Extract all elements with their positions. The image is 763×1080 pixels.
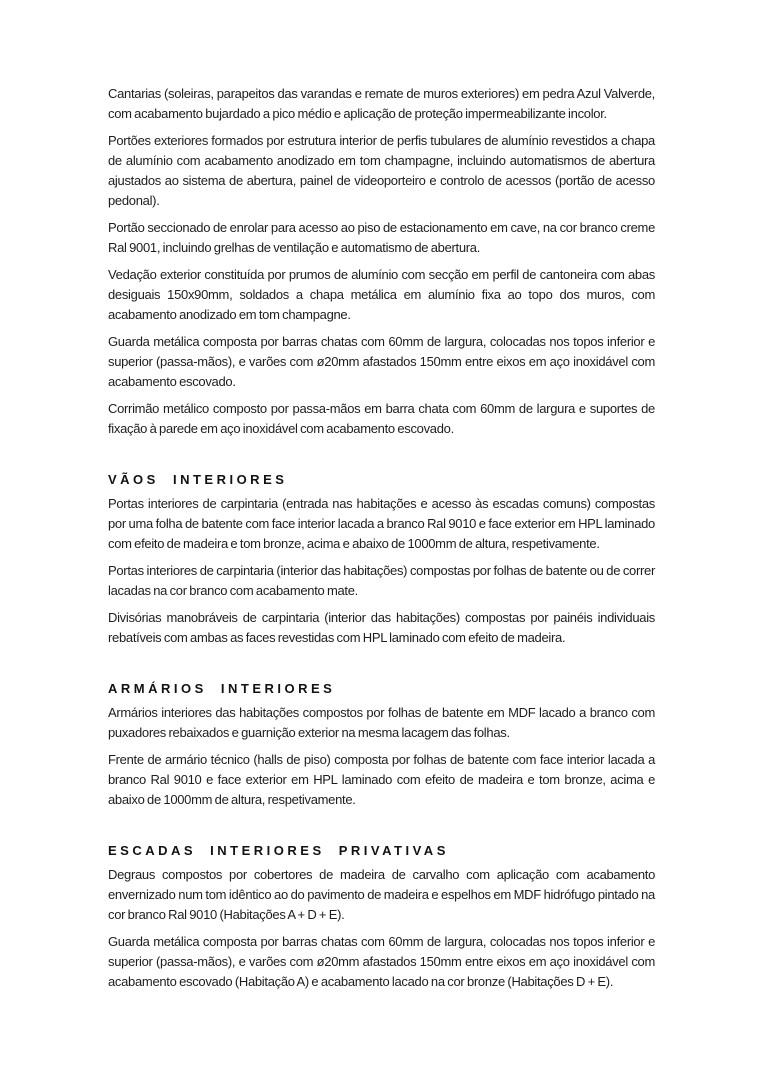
paragraph-armarios-habitacoes: Armários interiores das habitações compostos por folhas de batente em MDF lacado a branco com puxadores rebaixados e guarnição exterior na mesma lacagem das folhas. (108, 705, 655, 740)
paragraph-portoes-exteriores: Portões exteriores formados por estrutura interior de perfis tubulares de alumínio revestidos a chapa de alumínio com acabamento anodizado em tom champagne, incluindo automatismos de abertura ajustados ao sistema de abertura, painel de videoporteiro e controlo de acessos (portão de acesso pedonal). (108, 133, 655, 208)
paragraph-divisorias: Divisórias manobráveis de carpintaria (interior das habitações) compostas por painéis individuais rebatíveis com ambas as faces revestidas com HPL laminado com efeito de madeira. (108, 610, 655, 645)
paragraph-vedacao-exterior: Vedação exterior constituída por prumos de alumínio com secção em perfil de cantoneira com abas desiguais 150x90mm, soldados a chapa metálica em alumínio fixa ao topo dos muros, com acabamento anodizado em tom champagne. (108, 267, 655, 322)
paragraph-portas-interior: Portas interiores de carpintaria (interior das habitações) compostas por folhas de batente ou de correr lacadas na cor branco com acabamento mate. (108, 563, 655, 598)
section-heading-armarios-interiores: ARMÁRIOS INTERIORES (108, 681, 336, 696)
section-heading-escadas-interiores: ESCADAS INTERIORES PRIVATIVAS (108, 843, 449, 858)
paragraph-corrimao-metalico: Corrimão metálico composto por passa-mãos em barra chata com 60mm de largura e suportes de fixação à parede em aço inoxidável com acabamento escovado. (108, 401, 655, 436)
paragraph-cantarias: Cantarias (soleiras, parapeitos das varandas e remate de muros exteriores) em pedra Azul Valverde, com acabamento bujardado a pico médio e aplicação de proteção impermeabilizante incolor. (108, 86, 655, 121)
paragraph-frente-armario-tecnico: Frente de armário técnico (halls de piso) composta por folhas de batente com face interior lacada a branco Ral 9010 e face exterior em HPL laminado com efeito de madeira e tom bronze, acima e abaixo de 1000mm de altura, respetivamente. (108, 752, 655, 807)
paragraph-degraus: Degraus compostos por cobertores de madeira de carvalho com aplicação com acabamento envernizado num tom idêntico ao do pavimento de madeira e espelhos em MDF hidrófugo pintado na cor branco Ral 9010 (Habitações A + D + E). (108, 867, 655, 922)
paragraph-portas-entrada: Portas interiores de carpintaria (entrada nas habitações e acesso às escadas comuns) compostas por uma folha de batente com face interior lacada a branco Ral 9010 e face exterior em HPL laminado com efeito de madeira e tom bronze, acima e abaixo de 1000mm de altura, respetivamente. (108, 496, 655, 551)
paragraph-guarda-metalica-escadas: Guarda metálica composta por barras chatas com 60mm de largura, colocadas nos topos inferior e superior (passa-mãos), e varões com ø20mm afastados 150mm entre eixos em aço inoxidável com acabamento escovado (Habitação A) e acabamento lacado na cor bronze (Habitações D + E). (108, 934, 655, 989)
section-heading-vaos-interiores: VÃOS INTERIORES (108, 472, 288, 487)
paragraph-portao-seccionado: Portão seccionado de enrolar para acesso ao piso de estacionamento em cave, na cor branco creme Ral 9001, incluindo grelhas de ventilação e automatismo de abertura. (108, 220, 655, 255)
paragraph-guarda-metalica: Guarda metálica composta por barras chatas com 60mm de largura, colocadas nos topos inferior e superior (passa-mãos), e varões com ø20mm afastados 150mm entre eixos em aço inoxidável com acabamento escovado. (108, 334, 655, 389)
